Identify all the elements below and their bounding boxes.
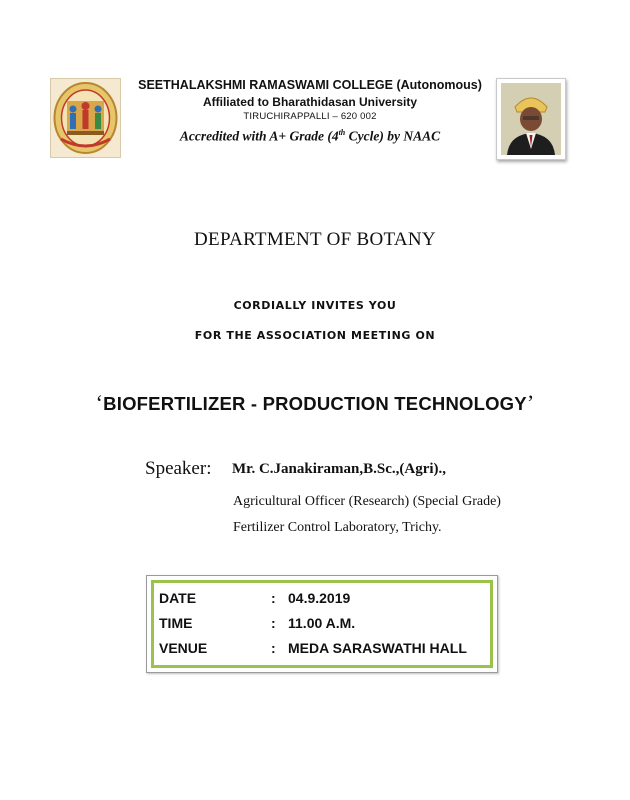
meeting-topic [0, 390, 630, 416]
college-name: SEETHALAKSHMI RAMASWAMI COLLEGE (Autonomous) [138, 78, 482, 92]
venue-separator: : [271, 640, 276, 656]
accreditation-text-start: Accredited with A+ Grade (4 [179, 128, 339, 144]
speaker-label: Speaker: [145, 458, 212, 479]
topic-open-quote: ‘ [95, 390, 104, 415]
college-logo [50, 78, 121, 158]
founder-photo [496, 78, 566, 160]
time-label: TIME [159, 615, 193, 631]
speaker-designation: Agricultural Officer (Research) (Special Grade) [233, 494, 501, 509]
college-header [130, 77, 490, 146]
portrait-icon [501, 83, 561, 155]
speaker-affiliation: Fertilizer Control Laboratory, Trichy. [233, 520, 442, 535]
topic-close-quote: ’ [526, 390, 535, 415]
date-label: DATE [159, 590, 197, 606]
venue-value: MEDA SARASWATHI HALL [288, 640, 467, 656]
event-details-box [146, 575, 498, 673]
event-details-border [151, 580, 493, 668]
topic-title: BIOFERTILIZER - PRODUCTION TECHNOLOGY [103, 393, 527, 414]
accreditation-superscript: th [338, 128, 346, 137]
date-value: 04.9.2019 [288, 590, 351, 606]
speaker-name: Mr. C.Janakiraman,B.Sc.,(Agri)., [232, 461, 447, 477]
city-pincode: TIRUCHIRAPPALLI – 620 002 [243, 111, 377, 122]
department-title: DEPARTMENT OF BOTANY [194, 229, 436, 250]
time-value: 11.00 A.M. [288, 615, 356, 631]
accreditation [130, 124, 490, 146]
date-separator: : [271, 590, 276, 606]
venue-label: VENUE [159, 640, 208, 656]
invitation-line-1: CORDIALLY INVITES YOU [233, 299, 397, 312]
college-emblem-icon [51, 79, 120, 157]
accreditation-text-end: Cycle) by NAAC [345, 128, 441, 144]
affiliation: Affiliated to Bharathidasan University [202, 95, 418, 109]
time-separator: : [271, 615, 276, 631]
invitation-line-2: FOR THE ASSOCIATION MEETING ON [194, 329, 436, 342]
